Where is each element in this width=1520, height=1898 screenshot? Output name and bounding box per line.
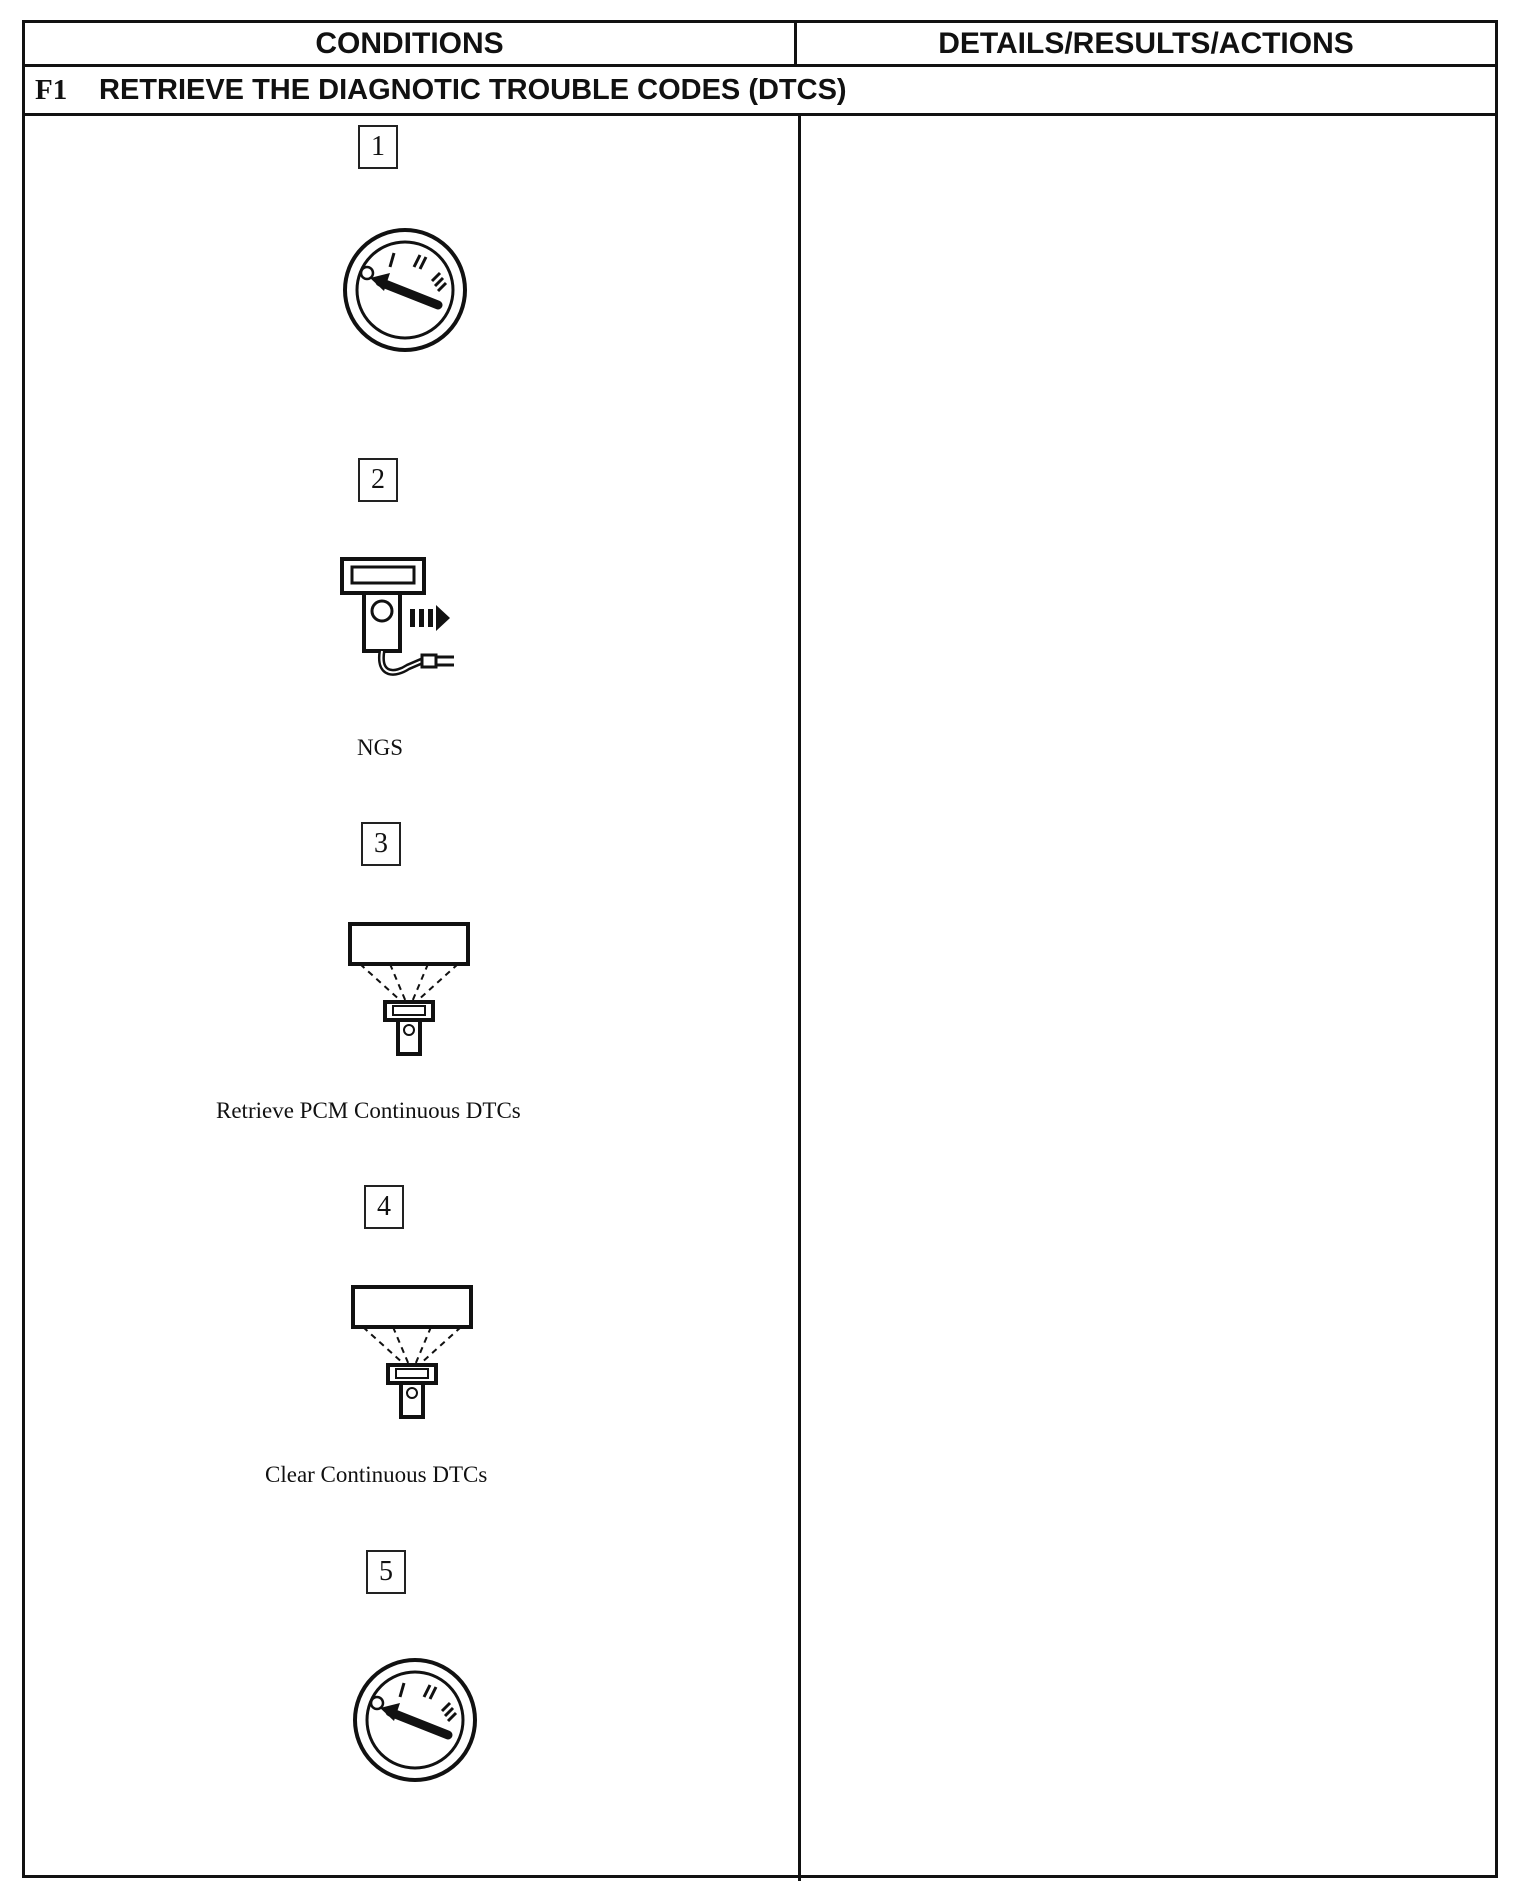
section-row	[25, 67, 1495, 116]
ignition-key-off-icon	[350, 1655, 480, 1785]
details-cell	[801, 116, 1495, 1875]
tester-display-icon	[346, 922, 474, 1057]
step-3-caption: Retrieve PCM Continuous DTCs	[216, 1098, 521, 1123]
step-number-5: 5	[366, 1550, 406, 1594]
diagnostic-table	[22, 20, 1498, 1878]
step-4-caption: Clear Continuous DTCs	[265, 1462, 488, 1487]
ignition-key-off-icon	[340, 225, 470, 355]
tester-display-icon	[349, 1285, 477, 1420]
section-code: F1	[35, 73, 68, 106]
details-header: DETAILS/RESULTS/ACTIONS	[794, 23, 1495, 67]
step-number-1: 1	[358, 125, 398, 169]
step-number-3: 3	[361, 822, 401, 866]
step-number-2: 2	[358, 458, 398, 502]
section-title: RETRIEVE THE DIAGNOTIC TROUBLE CODES (DTCS)	[99, 73, 847, 106]
conditions-header: CONDITIONS	[25, 23, 794, 67]
step-2-caption: NGS	[357, 735, 404, 760]
ngs-tester-connect-icon	[338, 555, 478, 685]
step-number-4: 4	[364, 1185, 404, 1229]
